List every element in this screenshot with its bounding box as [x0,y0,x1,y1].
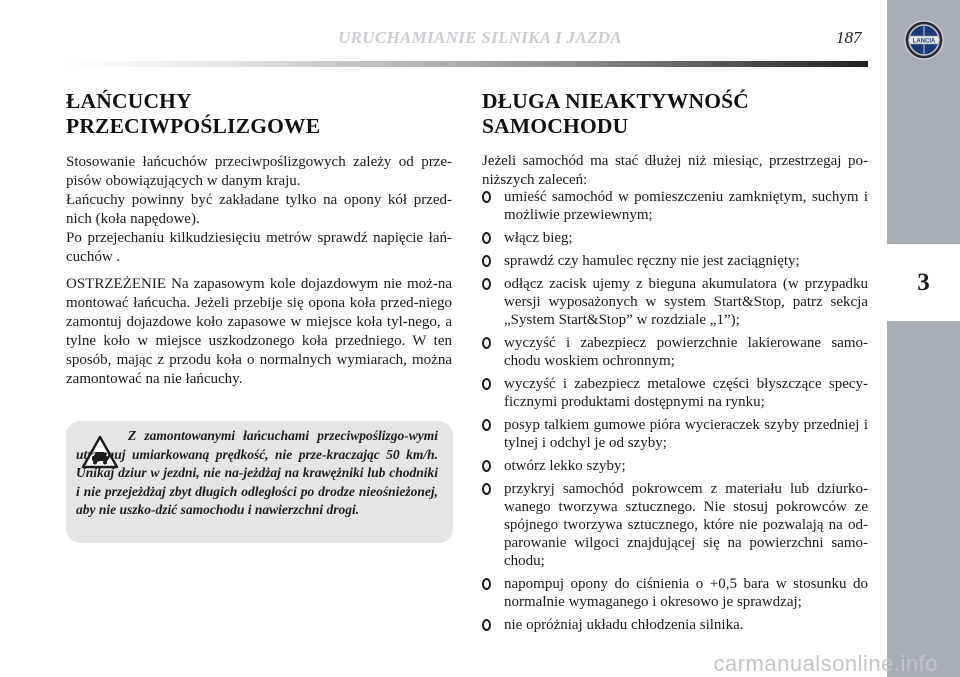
list-item: włącz bieg; [482,229,868,247]
bullet-icon [482,619,491,631]
list-item: napompuj opony do ciśnienia o +0,5 bara w stosunku do normalnie wymaganego i okresowo je sprawdzaj; [482,575,868,611]
list-item: wyczyść i zabezpiecz metalowe części błyszczące specy-ficznymi produktami dostępnymi na rynku; [482,375,868,411]
chapter-number: 3 [887,244,960,321]
bullet-icon [482,578,491,590]
list-item: otwórz lekko szyby; [482,457,868,475]
running-header-title: URUCHAMIANIE SILNIKA I JAZDA [338,28,622,47]
bullet-icon [482,419,491,431]
bullet-icon [482,337,491,349]
inactivity-checklist [482,188,868,639]
lancia-logo-icon [904,20,944,60]
bullet-icon [482,278,491,290]
bullet-icon [482,460,491,472]
snow-chains-intro: Stosowanie łańcuchów przeciwpoślizgowych zależy od prze-pisów obowiązujących w danym kraju. [66,154,452,189]
long-inactivity-heading: DŁUGA NIEAKTYWNOŚĆ SAMOCHODU [482,89,750,138]
list-item: przykryj samochód pokrowcem z materiału lub dziurko-wanego tworzywa sztucznego. Nie stosuj pokrowców ze spójnego tworzywa sztucznego, które nie pozwalają na od-parowanie wilgoci znajdującej się na powierzchni samo-chodu; [482,480,868,570]
list-item: odłącz zacisk ujemy z bieguna akumulatora (w przypadku wersji wyposażonych w system Start&Stop, patrz sekcja „System Start&Stop” w rozdziale „1”); [482,275,868,329]
warning-box [66,421,453,543]
snow-chains-heading: ŁAŃCUCHY PRZECIWPOŚLIZGOWE [66,89,321,138]
bullet-icon [482,191,491,203]
warning-text: Z zamontowanymi łańcuchami przeciwpoślizgo-wymi utrzymuj umiarkowaną prędkość, nie prze-kraczając 50 km/h. Unikaj dziur w jezdni, nie na-jeżdżaj na krawężniki lub chodniki i nie przejeżdżaj zbyt długich odległości po drodze nieośnieżonej, aby nie uszko-dzić samochodu i nawierzchni drogi. [76,428,438,517]
snow-chains-warning-note: OSTRZEŻENIE Na zapasowym kole dojazdowym nie moż-na montować łańcucha. Jeżeli przebije się opona koła przed-niego zamontuj dojazdowe koło zapasowe w miejsce koła tyl-nego, a tylne koło w miejsce uszkodzonego koła przedniego. W ten sposób, mając z przodu koła o normalnych wymiarach, można zamontować na nie łańcuchy. [66,276,452,387]
list-item: wyczyść i zabezpiecz powierzchnie lakierowane samo-chodu woskiem ochronnym; [482,334,868,370]
svg-text:LANCIA: LANCIA [912,38,936,45]
header-rule [66,61,868,67]
snow-chains-front-wheels: Łańcuchy powinny być zakładane tylko na opony kół przed-nich (koła napędowe). [66,192,452,227]
bullet-icon [482,232,491,244]
watermark: carmanualsonline.info [713,651,938,676]
list-item: nie opróżniaj układu chłodzenia silnika. [482,616,868,634]
list-item: umieść samochód w pomieszczeniu zamkniętym, suchym i możliwie przewiewnym; [482,188,868,224]
chapter-side-tab [887,0,960,677]
page-number: 187 [836,28,862,47]
bullet-icon [482,255,491,267]
bullet-icon [482,378,491,390]
list-item: sprawdź czy hamulec ręczny nie jest zaciągnięty; [482,252,868,270]
snow-chains-tension: Po przejechaniu kilkudziesięciu metrów sprawdź napięcie łań-cuchów . [66,230,452,265]
bullet-icon [482,483,491,495]
long-inactivity-intro: Jeżeli samochód ma stać dłużej niż miesiąc, przestrzegaj po-niższych zaleceń: [482,153,868,188]
list-item: posyp talkiem gumowe pióra wycieraczek szyby przedniej i tylnej i odchyl je od szyby; [482,416,868,452]
